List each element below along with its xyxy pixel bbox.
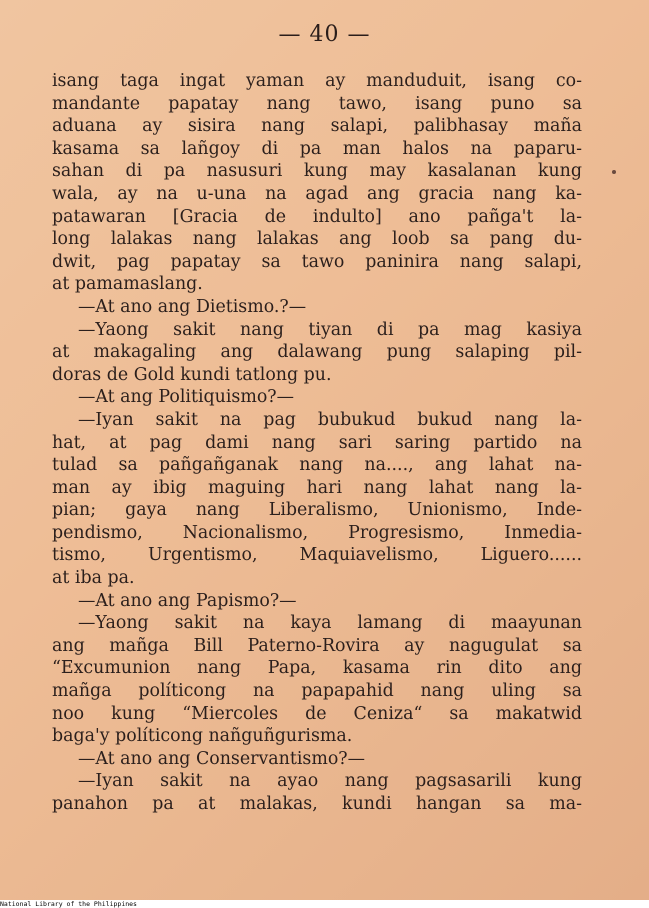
- text-line: at pamamaslang.: [52, 274, 203, 295]
- page-number: — 40 —: [278, 22, 371, 47]
- footer-credit: National Library of the Philippines: [0, 900, 137, 908]
- text-line: doras de Gold kundi tatlong pu.: [52, 364, 332, 385]
- text-line: —Iyan sakit na pag bubukud bukud nang la-: [78, 409, 582, 430]
- text-line: hat, at pag dami nang sari saring partido na: [52, 432, 582, 453]
- text-line: mañga políticong na papapahid nang uling sa: [52, 681, 582, 702]
- text-line: pendismo, Nacionalismo, Progresismo, Inmedia-: [52, 522, 582, 543]
- text-line: ang mañga Bill Paterno-Rovira ay nagugulat sa: [52, 635, 582, 656]
- text-line: —At ang Politiquismo?—: [78, 387, 295, 408]
- text-line: —Yaong sakit nang tiyan di pa mag kasiya: [78, 319, 582, 340]
- text-line: man ay ibig maguing hari nang lahat nang la-: [52, 477, 582, 498]
- text-line: at iba pa.: [52, 568, 135, 589]
- text-line: patawaran [Gracia de indulto] ano pañga't la-: [52, 206, 582, 227]
- text-line: isang taga ingat yaman ay manduduit, isang co-: [52, 71, 582, 91]
- text-line: —Yaong sakit na kaya lamang di maayunan: [78, 613, 582, 634]
- text-line: —At ano ang Papismo?—: [78, 590, 297, 611]
- text-line: tulad sa pañgañganak nang na...., ang lahat na-: [52, 455, 582, 476]
- paper-speck: [612, 170, 616, 174]
- text-line: aduana ay sisira nang salapi, palibhasay maña: [52, 116, 582, 137]
- text-line: —At ano ang Conservantismo?—: [78, 748, 366, 769]
- text-line: tismo, Urgentismo, Maquiavelismo, Liguero......: [52, 545, 582, 566]
- text-line: —At ano ang Dietismo.?—: [78, 296, 307, 317]
- text-line: noo kung “Miercoles de Ceniza“ sa makatwid: [52, 703, 582, 724]
- text-line: “Excumunion nang Papa, kasama rin dito ang: [52, 658, 582, 679]
- text-line: —Iyan sakit na ayao nang pagsasarili kung: [78, 771, 582, 792]
- text-line: sahan di pa nasusuri kung may kasalanan kung: [52, 161, 582, 182]
- text-line: at makagaling ang dalawang pung salaping pil-: [52, 342, 582, 363]
- text-line: dwit, pag papatay sa tawo paninira nang salapi,: [52, 251, 582, 272]
- text-line: mandante papatay nang tawo, isang puno sa: [52, 93, 582, 114]
- text-line: pian; gaya nang Liberalismo, Unionismo, Inde-: [52, 500, 582, 521]
- text-line: wala, ay na u-una na agad ang gracia nang ka-: [52, 183, 582, 204]
- text-line: baga'y políticong nañguñgurisma.: [52, 726, 353, 747]
- text-line: panahon pa at malakas, kundi hangan sa ma-: [52, 794, 582, 814]
- text-line: long lalakas nang lalakas ang loob sa pang du-: [52, 229, 582, 250]
- text-line: kasama sa lañgoy di pa man halos na paparu-: [52, 138, 582, 159]
- body-text: [52, 70, 582, 816]
